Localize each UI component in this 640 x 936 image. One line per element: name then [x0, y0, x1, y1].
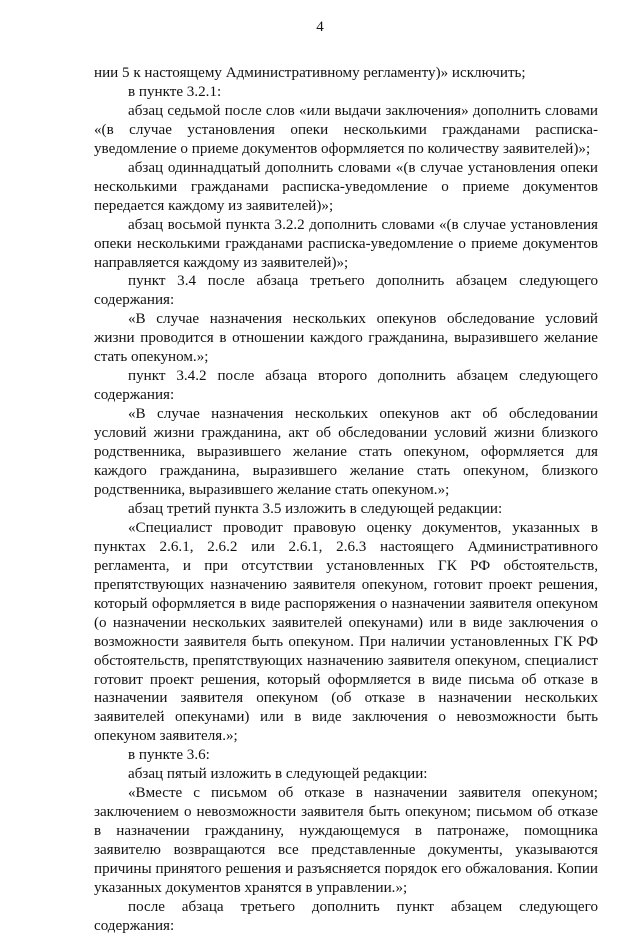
paragraph-amend-seventh: абзац седьмой после слов «или выдачи заключения» дополнить словами «(в случае установления опеки несколькими гражданами расписка-уведомление о приеме документов оформляется по количеству заявителей)»;: [94, 102, 598, 157]
paragraph-item-3-6: в пункте 3.6:: [128, 747, 210, 764]
page-number: 4: [316, 19, 324, 35]
paragraph-item-3-4: пункт 3.4 после абзаца третьего дополнить абзацем следующего содержания:: [94, 273, 598, 309]
paragraph-item-3-4-2: пункт 3.4.2 после абзаца второго дополнить абзацем следующего содержания:: [94, 368, 598, 404]
document-body: [94, 64, 598, 936]
paragraph-amend-eleventh: абзац одиннадцатый дополнить словами «(в случае установления опеки несколькими гражданами расписка-уведомление о приеме документов передается каждому из заявителей)»;: [94, 159, 598, 214]
paragraph-amend-3-2-2: абзац восьмой пункта 3.2.2 дополнить словами «(в случае установления опеки несколькими гражданами расписка-уведомление о приеме документов направляется каждому из заявителей)»;: [94, 216, 598, 271]
paragraph-continuation: нии 5 к настоящему Административному регламенту)» исключить;: [94, 65, 526, 81]
paragraph-quote-3-4: «В случае назначения нескольких опекунов обследование условий жизни проводится в отношении каждого гражданина, выразившего желание стать опекуном.»;: [94, 311, 598, 366]
paragraph-quote-3-6: «Вместе с письмом об отказе в назначении заявителя опекуном; заключением о невозможности заявителя быть опекуном; письмом об отказе в назначении гражданину, нуждающемуся в патронаже, помощника заявителю возвращаются все представленные документы, указываются причины принятого решения и разъясняется порядок его обжалования. Копии указанных документов хранятся в управлении.»;: [94, 785, 598, 896]
paragraph-quote-3-5: «Специалист проводит правовую оценку документов, указанных в пунктах 2.6.1, 2.6.2 или 2.6.1, 2.6.3 настоящего Административного регламента, и при отсутствии установленных ГК РФ обстоятельств, препятствующих назначению заявителя опекуном, готовит проект решения, который оформляется в виде распоряжения о назначении заявителя опекуном (о назначении нескольких заявителей опекунами) или в виде заключения о возможности заявителя быть опекуном. При наличии установленных ГК РФ обстоятельств, препятствующих назначению заявителя опекуном, специалист готовит проект решения, который оформляется в виде письма об отказе в назначении заявителя опекуном (об отказе в назначении нескольких заявителей опекунами) или в виде заключения о невозможности быть опекуном заявителя.»;: [94, 519, 598, 745]
paragraph-item-3-2-1: в пункте 3.2.1:: [128, 83, 222, 100]
paragraph-after-third: после абзаца третьего дополнить пункт абзацем следующего содержания:: [94, 898, 598, 934]
paragraph-item-3-5: абзац третий пункта 3.5 изложить в следующей редакции:: [128, 500, 503, 517]
paragraph-quote-3-4-2: «В случае назначения нескольких опекунов акт об обследовании условий жизни гражданина, акт об обследовании условий жизни близкого родственника, выразившего желание стать опекуном, оформляется для каждого гражданина, выразившего желание стать опекуном, близкого родственника, выразившего желание стать опекуном.»;: [94, 406, 598, 498]
paragraph-amend-fifth: абзац пятый изложить в следующей редакции:: [128, 766, 428, 783]
